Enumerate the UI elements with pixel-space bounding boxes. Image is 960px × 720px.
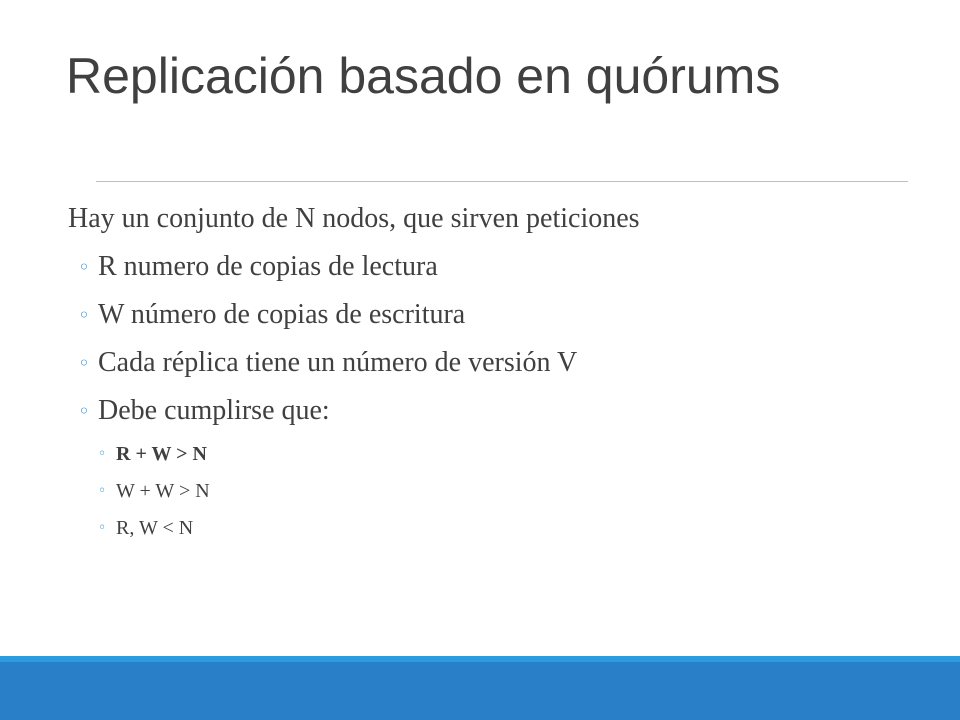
slide-body [68, 197, 928, 544]
sub-bullet-item [68, 438, 928, 470]
sub-bullet-text: R, W < N [116, 517, 194, 539]
bullet-icon: ◦ [78, 399, 90, 423]
sub-bullet-text: R + W > N [116, 443, 207, 465]
bullet-icon: ◦ [78, 351, 90, 375]
sub-bullet-item [68, 512, 928, 544]
title-divider [96, 181, 908, 182]
bullet-item [68, 341, 928, 385]
intro-text: Hay un conjunto de N nodos, que sirven peticiones [68, 203, 640, 234]
slide-title: Replicación basado en quórums [66, 48, 781, 104]
footer-bar [0, 662, 960, 720]
bullet-text: W número de copias de escritura [98, 299, 466, 330]
bullet-item [68, 245, 928, 289]
sub-bullet-icon: ◦ [98, 520, 107, 536]
bullet-item [68, 389, 928, 433]
bullet-icon: ◦ [78, 255, 90, 279]
bullet-text: Debe cumplirse que: [98, 395, 330, 426]
bullet-item [68, 293, 928, 337]
bullet-text: R numero de copias de lectura [98, 251, 438, 282]
sub-bullet-item [68, 475, 928, 507]
sub-bullet-icon: ◦ [98, 446, 107, 462]
bullet-icon: ◦ [78, 303, 90, 327]
sub-bullet-text: W + W > N [116, 480, 210, 502]
bullet-text: Cada réplica tiene un número de versión V [98, 347, 578, 378]
sub-bullet-icon: ◦ [98, 483, 107, 499]
